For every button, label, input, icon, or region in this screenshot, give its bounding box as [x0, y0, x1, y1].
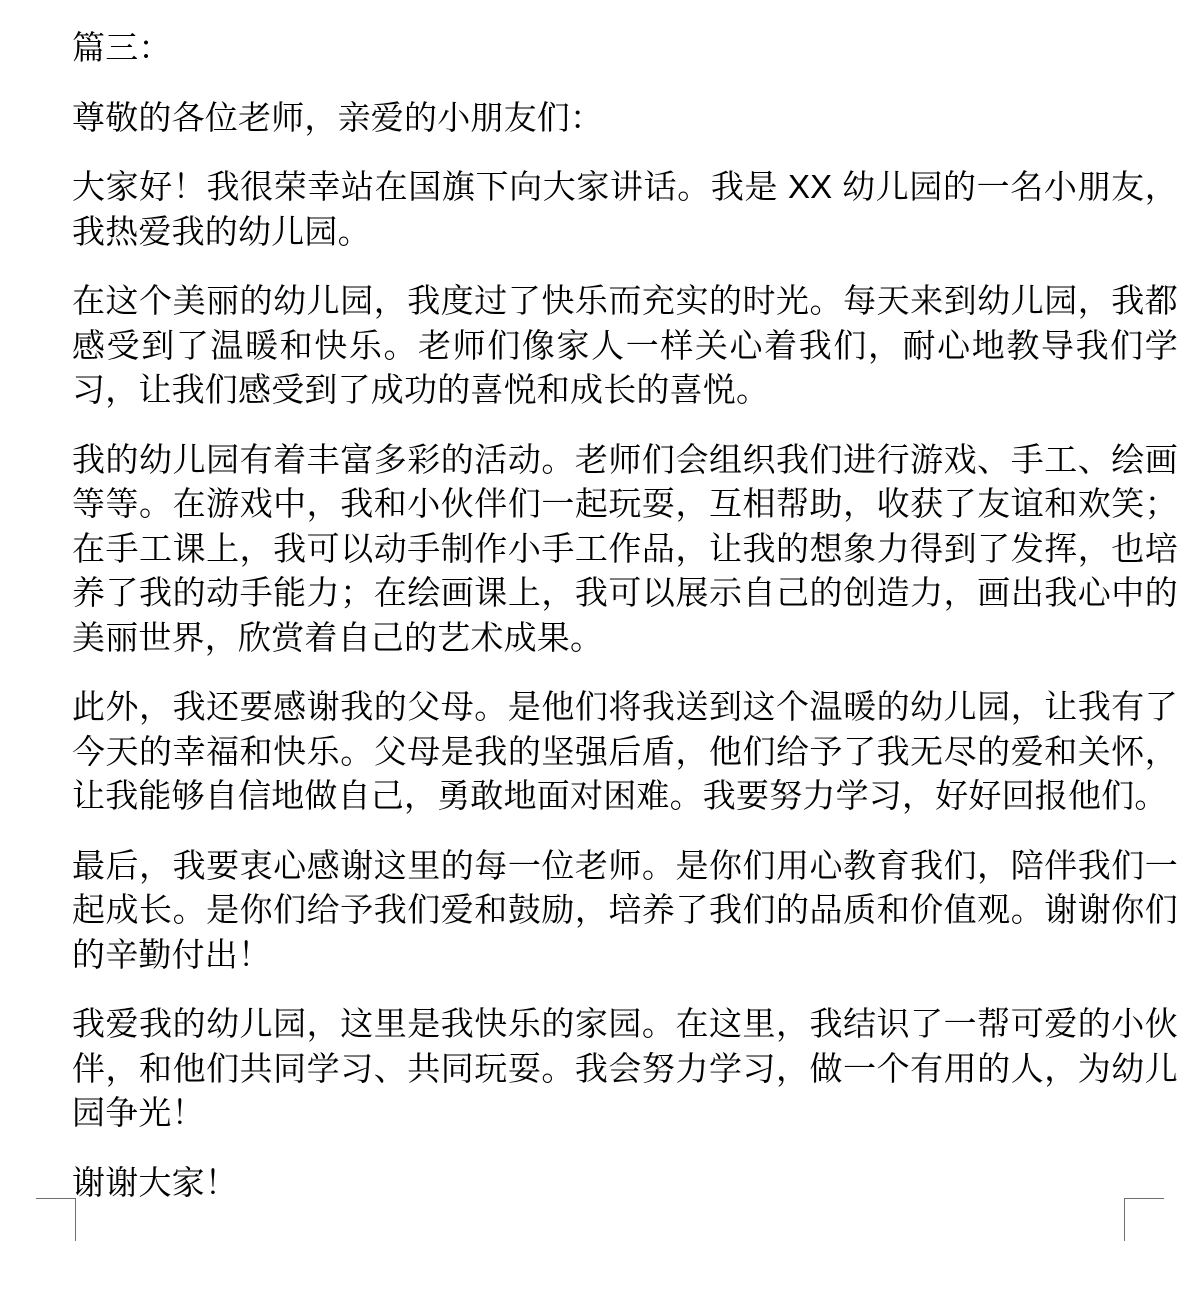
page-margin-corner-bottom-right: [1124, 1198, 1164, 1241]
body-paragraph-1: 大家好！我很荣幸站在国旗下向大家讲话。我是 XX 幼儿园的一名小朋友，我热爱我的幼儿园。: [72, 168, 1178, 250]
body-paragraph-6: 我爱我的幼儿园，这里是我快乐的家园。在这里，我结识了一帮可爱的小伙伴，和他们共同学习、共同玩耍。我会努力学习，做一个有用的人，为幼儿园争光！: [72, 1005, 1178, 1131]
body-paragraph-3: 我的幼儿园有着丰富多彩的活动。老师们会组织我们进行游戏、手工、绘画等等。在游戏中，我和小伙伴们一起玩耍，互相帮助，收获了友谊和欢笑；在手工课上，我可以动手制作小手工作品，让我的想象力得到了发挥，也培养了我的动手能力；在绘画课上，我可以展示自己的创造力，画出我心中的美丽世界，欣赏着自己的艺术成果。: [72, 440, 1178, 656]
body-paragraph-4: 此外，我还要感谢我的父母。是他们将我送到这个温暖的幼儿园，让我有了今天的幸福和快乐。父母是我的坚强后盾，他们给予了我无尽的爱和关怀，让我能够自信地做自己，勇敢地面对困难。我要努力学习，好好回报他们。: [72, 688, 1178, 814]
closing-line: 谢谢大家！: [72, 1163, 238, 1201]
body-paragraph-5: 最后，我要衷心感谢这里的每一位老师。是你们用心教育我们，陪伴我们一起成长。是你们给予我们爱和鼓励，培养了我们的品质和价值观。谢谢你们的辛勤付出！: [72, 846, 1178, 973]
section-label: 篇三：: [72, 29, 172, 66]
salutation-line: 尊敬的各位老师，亲爱的小朋友们：: [72, 98, 604, 136]
page-margin-corner-bottom-left: [36, 1198, 76, 1241]
document-text-body: [72, 26, 1178, 1205]
body-paragraph-2: 在这个美丽的幼儿园，我度过了快乐而充实的时光。每天来到幼儿园，我都感受到了温暖和快乐。老师们像家人一样关心着我们，耐心地教导我们学习，让我们感受到了成功的喜悦和成长的喜悦。: [72, 282, 1178, 408]
